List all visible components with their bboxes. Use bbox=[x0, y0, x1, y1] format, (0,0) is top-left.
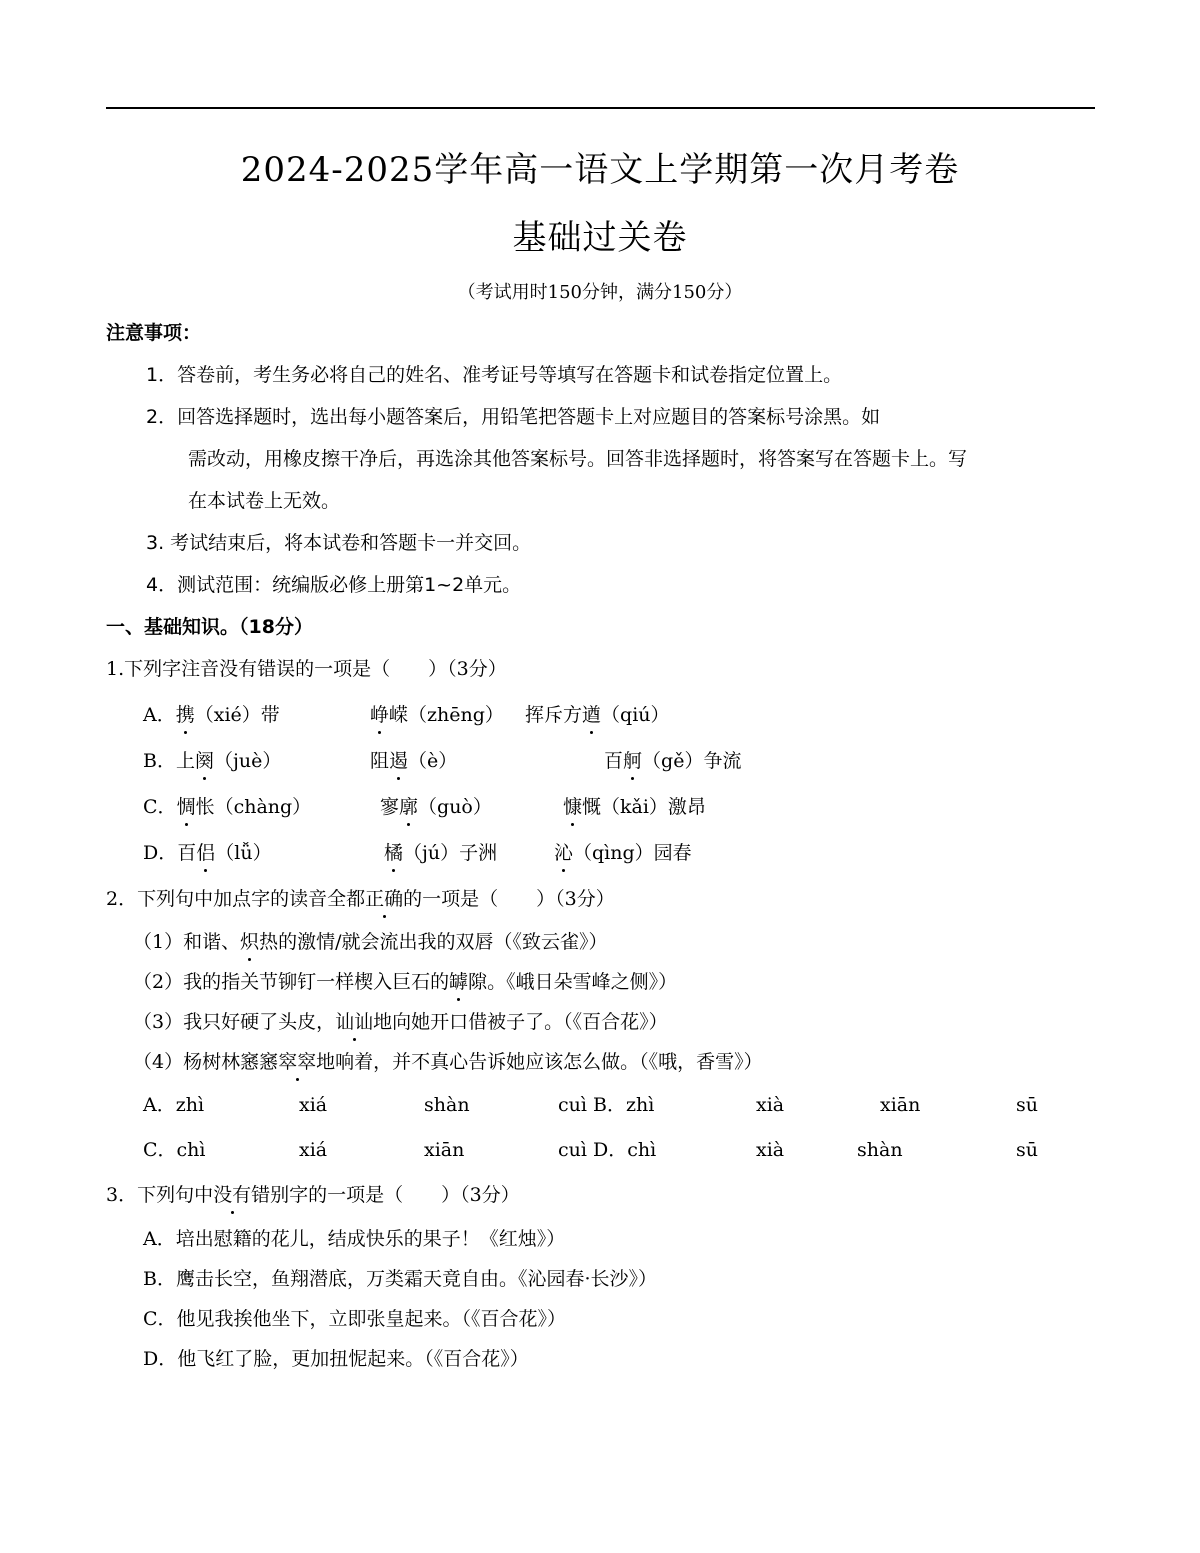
sentence: （1）和谐、炽热的激情/就会流出我的双唇（《致云雀》） bbox=[133, 931, 608, 953]
exam-subtitle: 基础过关卷 bbox=[512, 218, 688, 258]
q3-option: A．培出慰籍的花儿，结成快乐的果子！《红烛》） bbox=[143, 1228, 566, 1250]
dotted-char: 沁 bbox=[554, 842, 574, 864]
dotted-char: 遏 bbox=[389, 750, 409, 772]
notice-item: 在本试卷上无效。 bbox=[188, 490, 341, 512]
answer-cell: sū bbox=[1016, 1139, 1038, 1161]
question-stem: 1.下列字注音没有错误的一项是（ ）（3分） bbox=[106, 658, 507, 680]
answer-cell: xià bbox=[756, 1094, 785, 1116]
sentence: （3）我只好硬了头皮，讪讪地向她开口借被子了。（《百合花》） bbox=[133, 1011, 668, 1033]
dotted-char: 遒 bbox=[582, 704, 602, 726]
dotted-char: 讪讪 bbox=[335, 1011, 374, 1033]
question-stem: 3．下列句中没有错别字的一项是（ ）（3分） bbox=[106, 1184, 520, 1206]
answer-cell: A．zhì bbox=[143, 1094, 205, 1116]
dotted-char: 罅 bbox=[449, 971, 469, 993]
dotted-char: 正确 bbox=[365, 888, 404, 910]
question-stem: 2．下列句中加点字的读音全都正确的一项是（ ）（3分） bbox=[106, 888, 615, 910]
answer-cell: xià bbox=[756, 1139, 785, 1161]
notice-item: 4．测试范围：统编版必修上册第1~2单元。 bbox=[146, 574, 522, 596]
sentence: （2）我的指关节铆钉一样楔入巨石的罅隙。《峨日朵雪峰之侧》） bbox=[133, 971, 678, 993]
q3-option: C．他见我挨他坐下，立即张皇起来。（《百合花》） bbox=[143, 1308, 567, 1330]
answer-cell: sū bbox=[1016, 1094, 1038, 1116]
dotted-char: 峥 bbox=[370, 704, 390, 726]
dotted-char: 侣 bbox=[196, 842, 216, 864]
notice-item: 3. 考试结束后，将本试卷和答题卡一并交回。 bbox=[146, 532, 532, 554]
answer-cell: C．chì bbox=[143, 1139, 206, 1161]
dotted-char: 橘 bbox=[384, 842, 404, 864]
notice-item: 1．答卷前，考生务必将自己的姓名、准考证号等填写在答题卡和试卷指定位置上。 bbox=[146, 364, 843, 386]
dotted-char: 慷 bbox=[563, 796, 583, 818]
answer-cell: xiān bbox=[880, 1094, 921, 1116]
exam-info: （考试用时150分钟，满分150分） bbox=[457, 282, 743, 303]
dotted-char: 廓 bbox=[399, 796, 419, 818]
notice-item: 需改动，用橡皮擦干净后，再选涂其他答案标号。回答非选择题时，将答案写在答题卡上。写 bbox=[188, 448, 968, 470]
section-heading: 一、基础知识。（18分） bbox=[106, 616, 313, 638]
answer-cell: shàn bbox=[424, 1094, 470, 1116]
exam-title: 2024-2025学年高一语文上学期第一次月考卷 bbox=[240, 150, 960, 190]
dotted-char: 窣窣 bbox=[278, 1051, 317, 1073]
dotted-char: 炽 bbox=[240, 931, 260, 953]
top-rule bbox=[106, 107, 1095, 109]
answer-cell: shàn bbox=[857, 1139, 903, 1161]
q3-option: B．鹰击长空，鱼翔潜底，万类霜天竟自由。《沁园春·长沙》） bbox=[143, 1268, 658, 1290]
option-label: B． bbox=[143, 750, 176, 772]
answer-cell: xiá bbox=[299, 1139, 328, 1161]
answer-cell: xiá bbox=[299, 1094, 328, 1116]
answer-cell: xiān bbox=[424, 1139, 465, 1161]
dotted-char: 舸 bbox=[623, 750, 643, 772]
option-label: A． bbox=[143, 704, 176, 726]
notice-heading: 注意事项： bbox=[106, 322, 202, 344]
sentence: （4）杨树林窸窸窣窣地响着，并不真心告诉她应该怎么做。（《哦，香雪》） bbox=[133, 1051, 763, 1073]
dotted-char: 没有 bbox=[213, 1184, 252, 1206]
option-label: C． bbox=[143, 796, 177, 818]
answer-cell: cuì B．zhì bbox=[558, 1094, 655, 1116]
answer-cell: cuì D．chì bbox=[558, 1139, 657, 1161]
dotted-char: 携 bbox=[175, 704, 195, 726]
option-label: D． bbox=[143, 842, 178, 864]
dotted-char: 惆 bbox=[176, 796, 196, 818]
notice-item: 2．回答选择题时，选出每小题答案后，用铅笔把答题卡上对应题目的答案标号涂黑。如 bbox=[146, 406, 881, 428]
dotted-char: 阕 bbox=[194, 750, 214, 772]
q3-option: D．他飞红了脸，更加扭怩起来。（《百合花》） bbox=[143, 1348, 529, 1370]
